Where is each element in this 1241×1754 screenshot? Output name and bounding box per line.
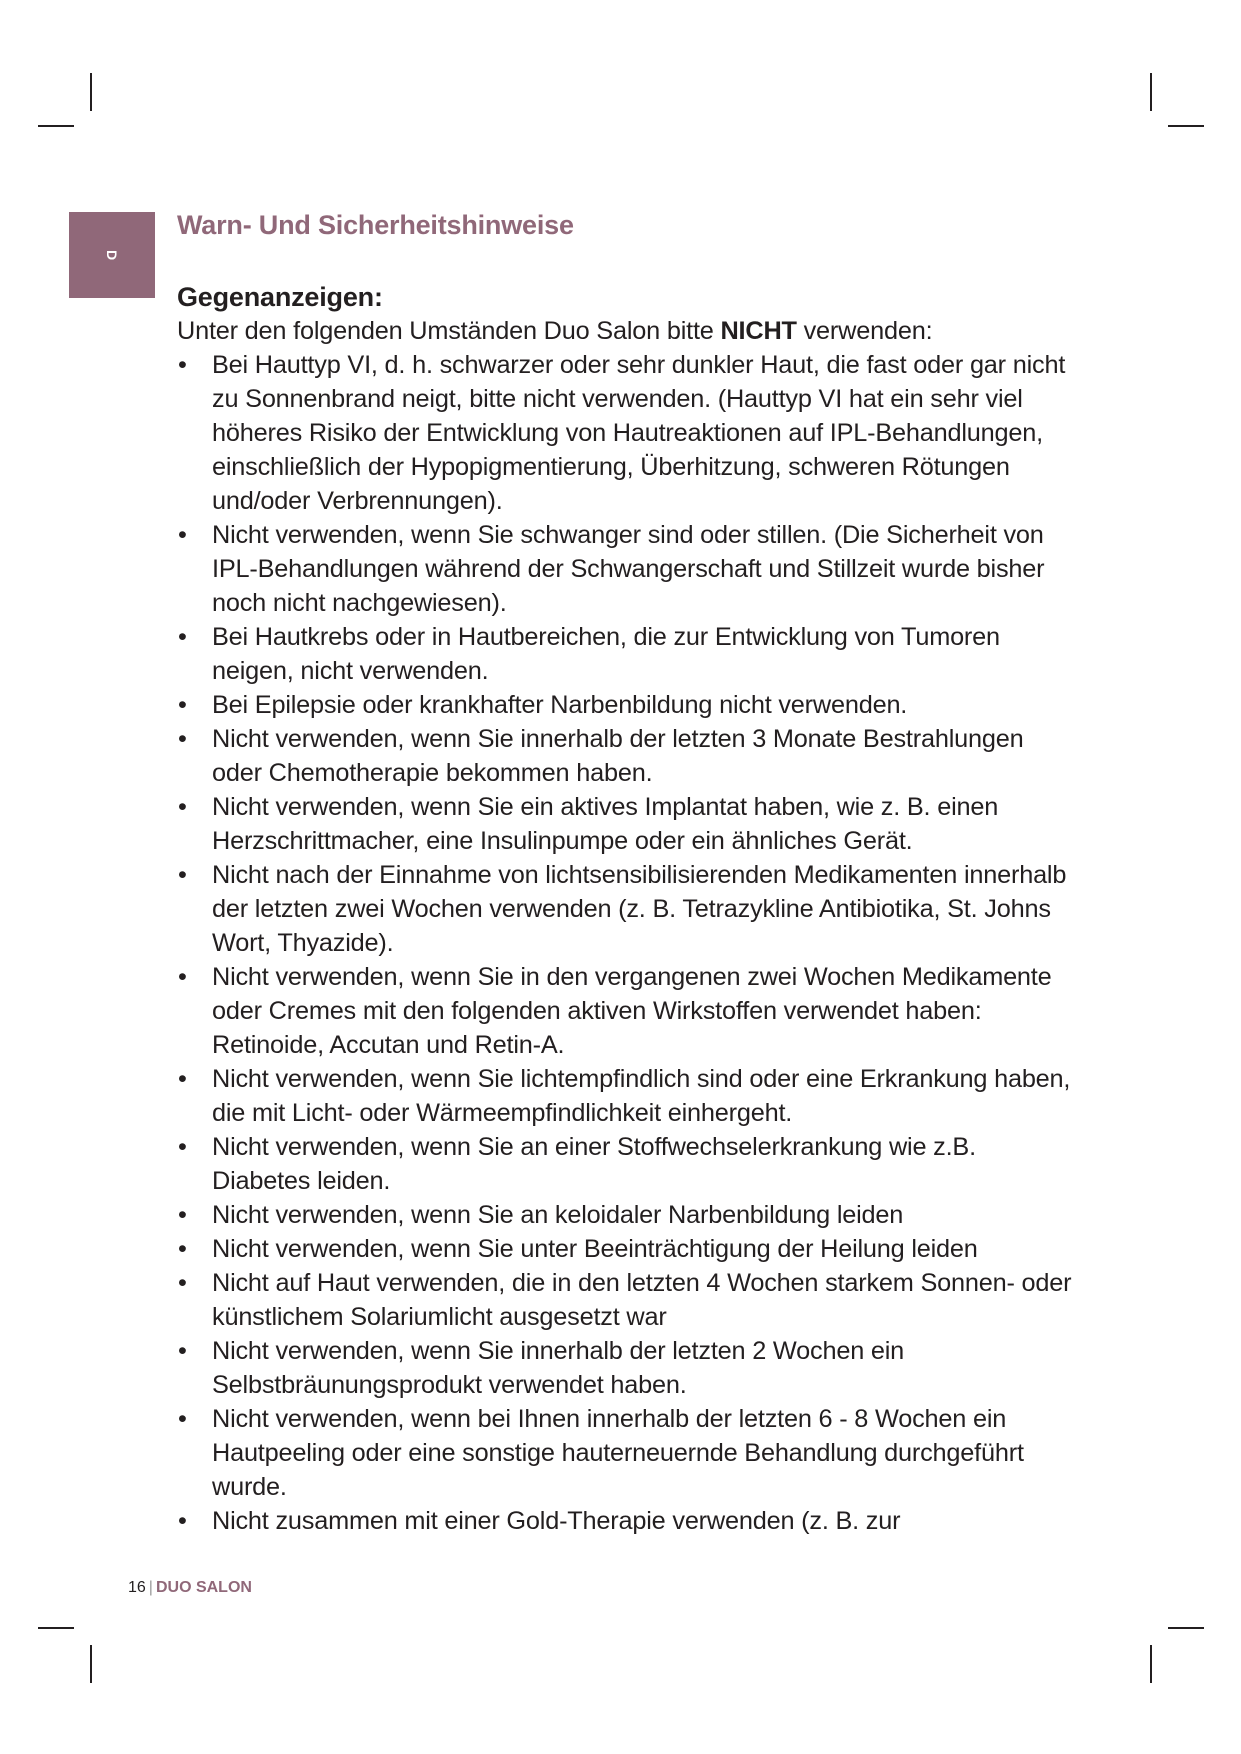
list-item [177, 1266, 1077, 1334]
bullet-icon: • [178, 963, 187, 991]
bullet-icon: • [178, 1133, 187, 1161]
crop-mark [38, 1627, 74, 1629]
intro-text [177, 314, 1077, 348]
list-item [177, 1130, 1077, 1198]
list-item-text: Nicht nach der Einnahme von lichtsensibilisierenden Medikamenten innerhalb der letzten zwei Wochen verwenden (z. B. Tetrazykline Antibiotika, St. Johns Wort, Thyazide). [212, 861, 1067, 957]
list-item-text: Nicht verwenden, wenn Sie lichtempfindlich sind oder eine Erkrankung haben, die mit Licht- oder Wärmeempfindlichkeit einhergeht. [212, 1065, 1071, 1127]
bullet-icon: • [178, 725, 187, 753]
crop-mark [90, 1645, 92, 1683]
bullet-icon: • [178, 351, 187, 379]
list-item-text: Nicht zusammen mit einer Gold-Therapie verwenden (z. B. zur [212, 1507, 901, 1535]
bullet-icon: • [178, 1405, 187, 1433]
bullet-icon: • [178, 793, 187, 821]
bullet-icon: • [178, 1065, 187, 1093]
list-item-text: Nicht verwenden, wenn Sie ein aktives Implantat haben, wie z. B. einen Herzschrittmacher, eine Insulinpumpe oder ein ähnliches Gerät. [212, 793, 999, 855]
list-item [177, 1334, 1077, 1402]
crop-mark [90, 73, 92, 111]
bullet-icon: • [178, 1269, 187, 1297]
intro-before: Unter den folgenden Umständen Duo Salon bitte [177, 317, 721, 345]
subheading: Gegenanzeigen: [177, 282, 383, 312]
list-item [177, 722, 1077, 790]
footer-separator: | [148, 1579, 153, 1596]
list-item [177, 1062, 1077, 1130]
bullet-icon: • [178, 521, 187, 549]
list-item [177, 960, 1077, 1062]
list-item-text: Nicht verwenden, wenn Sie schwanger sind oder stillen. (Die Sicherheit von IPL-Behandlungen während der Schwangerschaft und Stillzeit wurde bisher noch nicht nachgewiesen). [212, 521, 1045, 617]
list-item [177, 790, 1077, 858]
crop-mark [1150, 73, 1152, 111]
footer-brand: DUO SALON [155, 1579, 252, 1596]
list-item [177, 1198, 1077, 1232]
list-item [177, 518, 1077, 620]
intro-emphasis: NICHT [720, 317, 797, 345]
bullet-icon: • [178, 1337, 187, 1365]
list-item-text: Nicht verwenden, wenn Sie an keloidaler Narbenbildung leiden [212, 1201, 904, 1229]
page-number: 16 [128, 1579, 146, 1596]
language-tab-letter: D [104, 249, 120, 261]
bullet-icon: • [178, 1235, 187, 1263]
list-item [177, 1402, 1077, 1504]
page-footer [128, 1579, 252, 1597]
bullet-icon: • [178, 1507, 187, 1535]
list-item [177, 348, 1077, 518]
list-item-text: Bei Hauttyp VI, d. h. schwarzer oder sehr dunkler Haut, die fast oder gar nicht zu Sonnenbrand neigt, bitte nicht verwenden. (Hauttyp VI hat ein sehr viel höheres Risiko der Entwicklung von Hautreaktionen auf IPL-Behandlungen, einschließlich der Hypopigmentierung, Überhitzung, schweren Rötungen und/oder Verbrennungen). [212, 351, 1066, 515]
list-item-text: Nicht verwenden, wenn Sie in den vergangenen zwei Wochen Medikamente oder Cremes mit den folgenden aktiven Wirkstoffen verwendet haben: Retinoide, Accutan und Retin-A. [212, 963, 1052, 1059]
intro-after: verwenden: [796, 317, 933, 345]
list-item-text: Bei Hautkrebs oder in Hautbereichen, die zur Entwicklung von Tumoren neigen, nicht verwenden. [212, 623, 1000, 685]
crop-mark [38, 125, 74, 127]
bullet-icon: • [178, 623, 187, 651]
bullet-icon: • [178, 1201, 187, 1229]
list-item [177, 1232, 1077, 1266]
main-content [177, 280, 1077, 1538]
bullet-icon: • [178, 691, 187, 719]
crop-mark [1168, 1627, 1204, 1629]
contraindication-list [177, 348, 1077, 1538]
crop-mark [1168, 125, 1204, 127]
list-item-text: Nicht verwenden, wenn bei Ihnen innerhalb der letzten 6 - 8 Wochen ein Hautpeeling oder eine sonstige hauterneuernde Behandlung durchgeführt wurde. [212, 1405, 1024, 1501]
list-item-text: Nicht verwenden, wenn Sie an einer Stoffwechselerkrankung wie z.B. Diabetes leiden. [212, 1133, 976, 1195]
list-item [177, 858, 1077, 960]
list-item [177, 1504, 1077, 1538]
list-item-text: Nicht verwenden, wenn Sie innerhalb der letzten 2 Wochen ein Selbstbräunungsprodukt verwendet haben. [212, 1337, 905, 1399]
list-item [177, 620, 1077, 688]
bullet-icon: • [178, 861, 187, 889]
list-item-text: Nicht auf Haut verwenden, die in den letzten 4 Wochen starkem Sonnen- oder künstlichem Solariumlicht ausgesetzt war [212, 1269, 1072, 1331]
language-tab [69, 212, 155, 298]
list-item-text: Bei Epilepsie oder krankhafter Narbenbildung nicht verwenden. [212, 691, 908, 719]
crop-mark [1150, 1645, 1152, 1683]
list-item-text: Nicht verwenden, wenn Sie innerhalb der letzten 3 Monate Bestrahlungen oder Chemotherapie bekommen haben. [212, 725, 1024, 787]
list-item [177, 688, 1077, 722]
list-item-text: Nicht verwenden, wenn Sie unter Beeinträchtigung der Heilung leiden [212, 1235, 978, 1263]
section-title: Warn- Und Sicherheitshinweise [177, 210, 574, 240]
